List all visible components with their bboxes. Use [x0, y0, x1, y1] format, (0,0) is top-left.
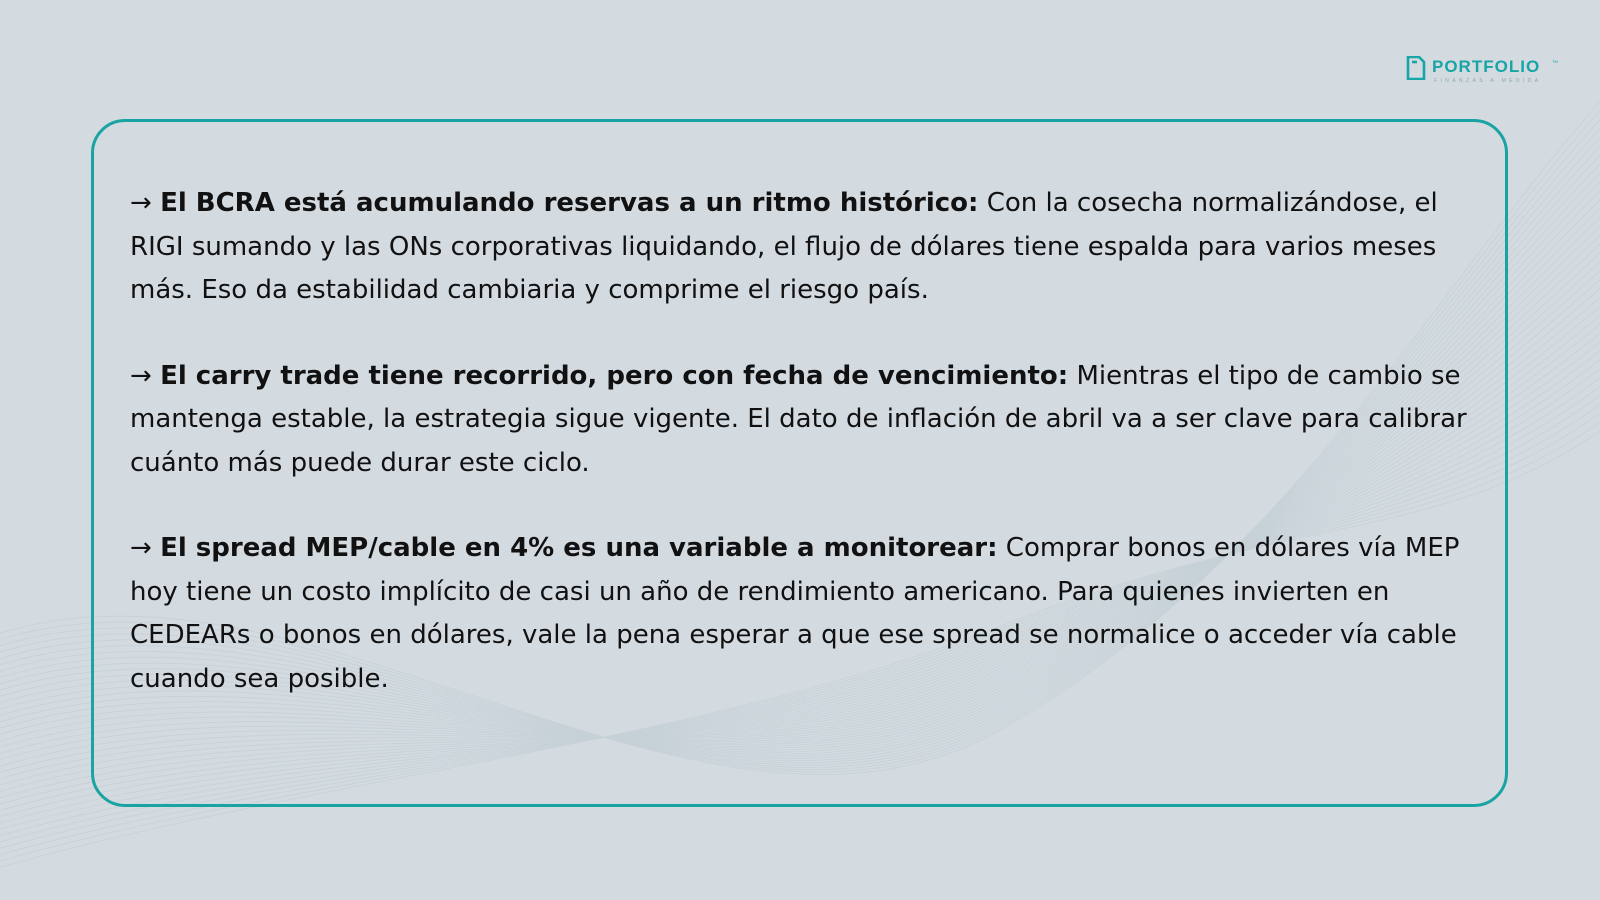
- point-body: Con la cosecha normalizándose, el RIGI sumando y las ONs corporativas liquidando, el flujo de dólares tiene espalda para varios meses más. Eso da estabilidad cambiaria y comprime el riesgo país.: [130, 188, 1438, 305]
- brand-name: PORTFOLIO: [1432, 57, 1541, 76]
- point-body: Comprar bonos en dólares vía MEP hoy tiene un costo implícito de casi un año de rendimiento americano. Para quienes invierten en CEDEARs o bonos en dólares, vale la pena esperar a que ese spread se normalice o acceder vía cable cuando sea posible.: [130, 533, 1460, 694]
- brand-trademark: TM: [1552, 59, 1558, 64]
- point-carry-trade: [130, 355, 1475, 486]
- point-body: Mientras el tipo de cambio se mantenga estable, la estrategia sigue vigente. El dato de inflación de abril va a ser clave para calibrar cuánto más puede durar este ciclo.: [130, 360, 1467, 478]
- portfolio-logo-icon: [1406, 56, 1426, 80]
- portfolio-logo: [1406, 53, 1566, 87]
- content-text: [130, 182, 1475, 743]
- point-title: El carry trade tiene recorrido, pero con fecha de vencimiento:: [160, 360, 1069, 391]
- brand-tagline: FINANZAS A MEDIDA: [1434, 78, 1542, 84]
- arrow-icon: →: [130, 533, 152, 563]
- point-title: El BCRA está acumulando reservas a un ritmo histórico:: [160, 188, 979, 218]
- point-reservas: [130, 182, 1475, 313]
- arrow-icon: →: [130, 360, 152, 391]
- point-title: El spread MEP/cable en 4% es una variable a monitorear:: [160, 533, 998, 563]
- arrow-icon: →: [130, 188, 152, 218]
- point-spread: [130, 527, 1475, 701]
